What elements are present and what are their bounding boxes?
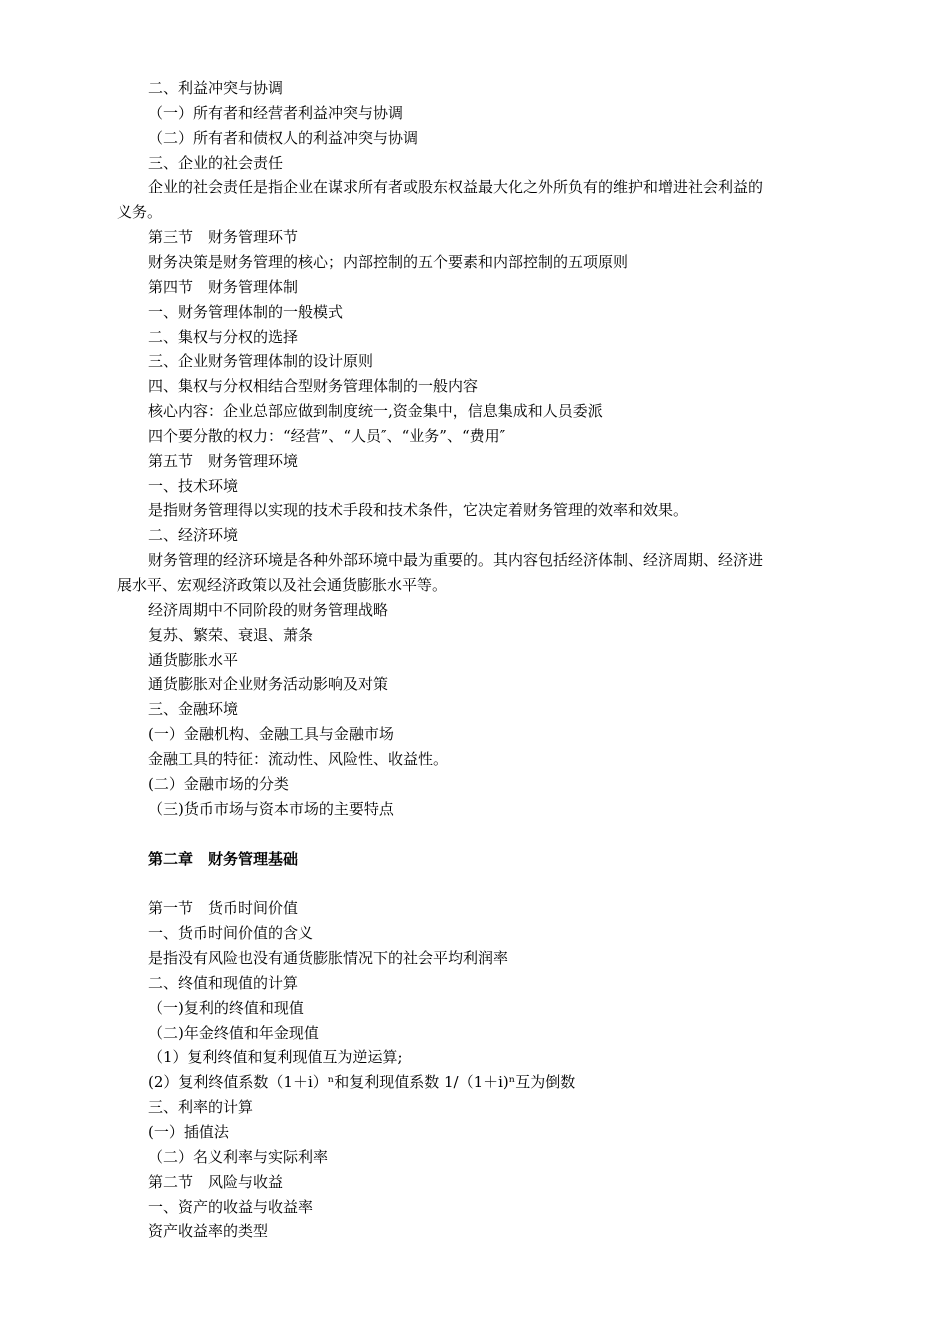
text-line: 三、金融环境 — [148, 700, 239, 718]
text-line: 通货膨胀水平 — [148, 651, 239, 669]
text-line: (二）金融市场的分类 — [148, 775, 289, 793]
text-line: 四个要分散的权力：“经营”、“人员″、“业务”、“费用″ — [148, 427, 506, 445]
text-line: 企业的社会责任是指企业在谋求所有者或股东权益最大化之外所负有的维护和增进社会利益的 — [148, 178, 764, 196]
text-line: 一、技术环境 — [148, 477, 239, 495]
text-line: 一、货币时间价值的含义 — [148, 924, 314, 942]
text-line: (一）金融机构、金融工具与金融市场 — [148, 725, 394, 743]
text-line: 复苏、繁荣、衰退、萧条 — [148, 626, 314, 644]
text-line: （二）名义利率与实际利率 — [148, 1148, 329, 1166]
text-line: 通货膨胀对企业财务活动影响及对策 — [148, 675, 389, 693]
text-line: （二）所有者和债权人的利益冲突与协调 — [148, 129, 419, 147]
text-line: (2）复利终值系数（1＋i）ⁿ和复利现值系数 1/（1＋i)ⁿ互为倒数 — [148, 1073, 576, 1091]
text-line: 一、财务管理体制的一般模式 — [148, 303, 344, 321]
text-line: 二、利益冲突与协调 — [148, 79, 284, 97]
text-line: 二、经济环境 — [148, 526, 239, 544]
text-line: 三、利率的计算 — [148, 1098, 254, 1116]
text-line: 是指没有风险也没有通货膨胀情况下的社会平均利润率 — [148, 949, 509, 967]
text-line: （一）所有者和经营者利益冲突与协调 — [148, 104, 404, 122]
text-line: 二、集权与分权的选择 — [148, 328, 299, 346]
text-line: 资产收益率的类型 — [148, 1222, 269, 1240]
text-line: 四、集权与分权相结合型财务管理体制的一般内容 — [148, 377, 479, 395]
text-line: 义务。 — [117, 203, 163, 221]
text-line: 财务决策是财务管理的核心；内部控制的五个要素和内部控制的五项原则 — [148, 253, 629, 271]
text-line: 第三节 财务管理环节 — [148, 228, 299, 246]
text-line: 三、企业财务管理体制的设计原则 — [148, 352, 374, 370]
text-line: 金融工具的特征：流动性、风险性、收益性。 — [148, 750, 449, 768]
text-line: 经济周期中不同阶段的财务管理战略 — [148, 601, 389, 619]
text-line: 第二节 风险与收益 — [148, 1173, 284, 1191]
text-line: 核心内容：企业总部应做到制度统一,资金集中，信息集成和人员委派 — [148, 402, 603, 420]
text-line: 一、资产的收益与收益率 — [148, 1198, 314, 1216]
text-line: 第一节 货币时间价值 — [148, 899, 299, 917]
text-line: （二)年金终值和年金现值 — [148, 1024, 319, 1042]
text-line: 三、企业的社会责任 — [148, 154, 284, 172]
text-line: (一）插值法 — [148, 1123, 229, 1141]
text-line: 第四节 财务管理体制 — [148, 278, 299, 296]
text-line: （三)货币市场与资本市场的主要特点 — [148, 800, 394, 818]
text-line: （1）复利终值和复利现值互为逆运算; — [148, 1048, 403, 1066]
chapter-heading: 第二章 财务管理基础 — [148, 850, 299, 868]
text-line: 二、终值和现值的计算 — [148, 974, 299, 992]
text-line: 展水平、宏观经济政策以及社会通货膨胀水平等。 — [117, 576, 448, 594]
text-line: （一)复利的终值和现值 — [148, 999, 304, 1017]
text-line: 第五节 财务管理环境 — [148, 452, 299, 470]
text-line: 是指财务管理得以实现的技术手段和技术条件，它决定着财务管理的效率和效果。 — [148, 501, 689, 519]
text-line: 财务管理的经济环境是各种外部环境中最为重要的。其内容包括经济体制、经济周期、经济进 — [148, 551, 764, 569]
